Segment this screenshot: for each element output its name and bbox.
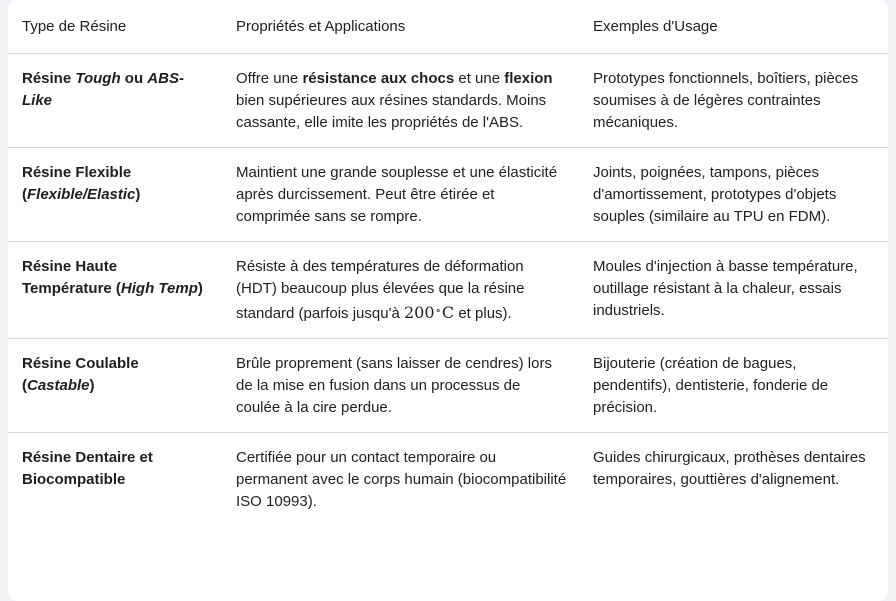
resin-name-italic: Flexible/Elastic — [27, 186, 136, 203]
properties-cell: Maintient une grande souplesse et une élasticité après durcissement. Peut être étirée et comprimée sans se rompre. — [222, 148, 579, 242]
examples-cell: Joints, poignées, tampons, pièces d'amortissement, prototypes d'objets souples (similaire au TPU en FDM). — [579, 148, 888, 242]
table-row — [8, 433, 888, 527]
resin-name-text: ) — [135, 186, 141, 203]
resin-table-card — [8, 0, 888, 601]
examples-cell: Bijouterie (création de bagues, pendentifs), dentisterie, fonderie de précision. — [579, 339, 888, 433]
header-usage-examples: Exemples d'Usage — [579, 0, 888, 54]
degree-symbol: ∘ — [435, 304, 441, 317]
examples-cell: Moules d'injection à basse température, outillage résistant à la chaleur, essais industriels. — [579, 242, 888, 339]
resin-name-italic: ABS-Like — [22, 70, 184, 109]
temperature-unit: C — [441, 303, 455, 322]
properties-text: et plus). — [454, 305, 512, 322]
resin-name-text: ) — [89, 377, 95, 394]
resin-name-cell — [8, 54, 222, 148]
header-resin-type: Type de Résine — [8, 0, 222, 54]
properties-text: bien supérieures aux résines standards. Moins cassante, elle imite les propriétés de l'ABS. — [236, 92, 547, 131]
table-row — [8, 339, 888, 433]
properties-cell: Brûle proprement (sans laisser de cendres) lors de la mise en fusion dans un processus de coulée à la cire perdue. — [222, 339, 579, 433]
properties-text: Résiste à des températures de déformation (HDT) beaucoup plus élevées que la résine standard (parfois jusqu'à — [236, 258, 525, 322]
table-row — [8, 54, 888, 148]
temperature-value — [404, 303, 454, 322]
resin-name-cell — [8, 242, 222, 339]
resin-name-text: Résine — [22, 70, 76, 87]
properties-text: Offre une — [236, 70, 303, 87]
header-properties: Propriétés et Applications — [222, 0, 579, 54]
resin-name-text: Résine Haute Température ( — [22, 258, 121, 297]
examples-cell: Prototypes fonctionnels, boîtiers, pièces soumises à de légères contraintes mécaniques. — [579, 54, 888, 148]
properties-cell — [222, 242, 579, 339]
properties-cell — [222, 54, 579, 148]
table-row — [8, 148, 888, 242]
properties-emphasis: flexion — [504, 70, 553, 87]
examples-cell: Guides chirurgicaux, prothèses dentaires temporaires, gouttières d'alignement. — [593, 449, 866, 488]
resin-name-text: Résine Flexible ( — [22, 164, 132, 203]
resin-name-italic: Castable — [27, 377, 90, 394]
table-header-row — [8, 0, 888, 54]
resin-name-cell — [8, 148, 222, 242]
table-row — [8, 242, 888, 339]
properties-cell: Certifiée pour un contact temporaire ou permanent avec le corps humain (biocompatibilité ISO 10993). — [236, 449, 567, 510]
resin-name-text: ou — [120, 70, 148, 87]
properties-text: et une — [454, 70, 505, 87]
properties-emphasis: résistance aux chocs — [302, 70, 455, 87]
temperature-number: 200 — [403, 303, 435, 322]
resin-name-italic: Tough — [75, 70, 121, 87]
resin-name-text: ) — [197, 280, 203, 297]
resin-name-text: Résine Coulable ( — [22, 355, 139, 394]
resin-name-cell — [8, 339, 222, 433]
resin-table — [8, 0, 888, 526]
resin-name-cell: Résine Dentaire et Biocompatible — [22, 449, 153, 488]
resin-name-italic: High Temp — [120, 280, 198, 297]
